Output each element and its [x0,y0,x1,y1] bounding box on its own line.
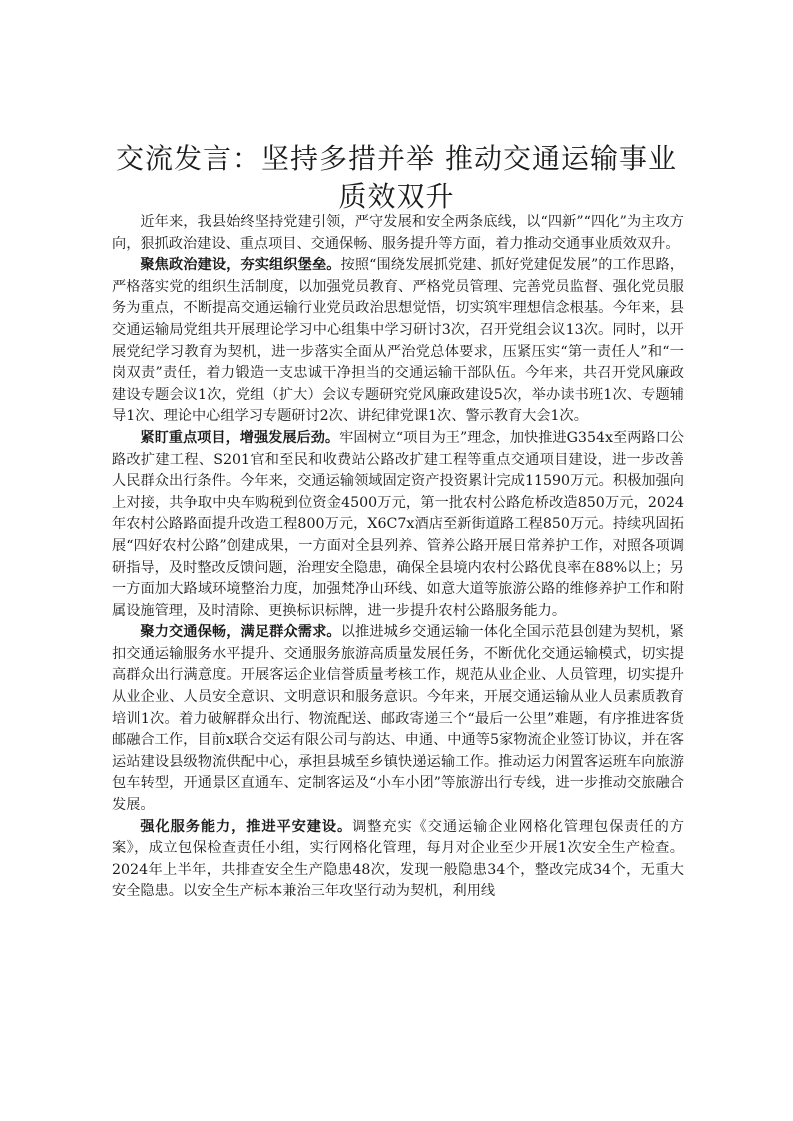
section-text-traffic: 以推进城乡交通运输一体化全国示范县创建为契机，紧扣交通运输服务水平提升、交通服务旅游高质量发展任务，不断优化交通运输模式，切实提高群众出行满意度。开展客运企业信誉质量考核工作，规范从业企业、人员管理，切实提升从业企业、人员安全意识、文明意识和服务意识。今年来，开展交通运输从业人员素质教育培训1次。着力破解群众出行、物流配送、邮政寄递三个“最后一公里”难题，有序推进客货邮融合工作，目前x联合交运有限公司与韵达、申通、中通等5家物流企业签订协议，并在客运站建设县级物流供配中心，承担县城至乡镇快递运输工作。推动运力闲置客运班车向旅游包车转型，开通景区直通车、定制客运及“小车小团”等旅游出行专线，进一步推动交旅融合发展。 [112,624,684,814]
section-lead-safety: 强化服务能力，推进平安建设。 [140,818,353,835]
section-paragraph-safety [112,817,684,903]
section-paragraph-politics [112,255,684,428]
section-paragraph-traffic [112,622,684,816]
section-lead-politics: 聚焦政治建设，夯实组织堡垒。 [140,257,341,274]
section-text-politics: 按照“围绕发展抓党建、抓好党建促发展”的工作思路，严格落实党的组织生活制度，以加强党员教育、严格党员管理、完善党员监督、强化党员服务为重点，不断提高交通运输行业党员政治思想觉悟，切实筑牢理想信念根基。今年来，县交通运输局党组共开展理论学习中心组集中学习研讨3次，召开党组会议13次。同时，以开展党纪学习教育为契机，进一步落实全面从严治党总体要求，压紧压实“第一责任人”和“一岗双责”责任，着力锻造一支忠诚干净担当的交通运输干部队伍。今年来，共召开党风廉政建设专题会议1次，党组（扩大）会议专题研究党风廉政建设5次，举办读书班1次、专题辅导1次、理论中心组学习专题研讨2次、讲纪律党课1次、警示教育大会1次。 [112,257,684,425]
section-text-safety: 调整充实《交通运输企业网格化管理包保责任的方案》，成立包保检查责任小组，实行网格化管理，每月对企业至少开展1次安全生产检查。2024年上半年，共排查安全生产隐患48次，发现一般隐患34个，整改完成34个，无重大安全隐患。以安全生产标本兼治三年攻坚行动为契机，利用线 [112,818,684,900]
intro-paragraph: 近年来，我县始终坚持党建引领，严守发展和安全两条底线，以“四新”“四化”为主攻方向，狠抓政治建设、重点项目、交通保畅、服务提升等方面，着力推动交通事业质效双升。 [112,214,684,252]
section-paragraph-projects [112,428,684,622]
document-title: 交流发言：坚持多措并举 推动交通运输事业质效双升 [116,142,677,213]
section-text-projects: 牢固树立“项目为王”理念，加快推进G354x至两路口公路改扩建工程、S201官和至民和收费站公路改扩建工程等重点交通项目建设，进一步改善人民群众出行条件。今年来，交通运输领域固定资产投资累计完成11590万元。积极加强向上对接，共争取中央车购税到位资金4500万元，第一批农村公路危桥改造850万元，2024年农村公路路面提升改造工程800万元，X6C7x酒店至新街道路工程850万元。持续巩固拓展“四好农村公路”创建成果，一方面对全县列养、管养公路开展日常养护工作，对照各项调研指导，及时整改反馈问题，治理安全隐患，确保全县境内农村公路优良率在88%以上；另一方面加大路域环境整治力度，加强梵净山环线、如意大道等旅游公路的维修养护工作和附属设施管理，及时清除、更换标识标牌，进一步提升农村公路服务能力。 [112,429,684,619]
section-lead-projects: 紧盯重点项目，增强发展后劲。 [140,429,340,446]
document-body [112,212,684,903]
section-lead-traffic: 聚力交通保畅，满足群众需求。 [140,624,341,641]
